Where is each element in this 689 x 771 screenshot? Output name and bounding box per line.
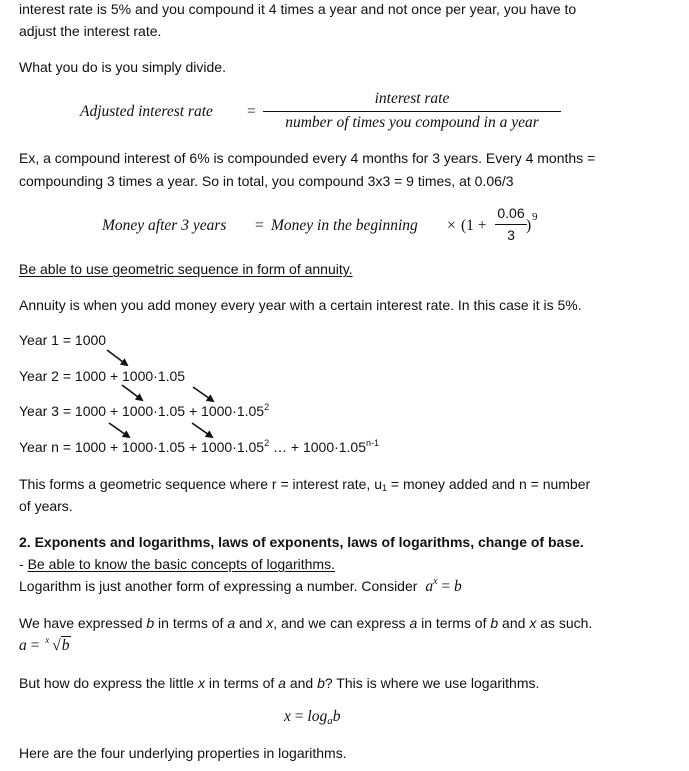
paragraph-howto xyxy=(19,673,539,693)
formula-root-lhs: a xyxy=(19,637,27,654)
year-n-tail: … + 1000·1.05 xyxy=(269,439,367,455)
formula-money-exponent: 9 xyxy=(532,211,538,223)
formula-root-eq: = xyxy=(30,637,40,654)
formula-adjusted-denominator: number of times you compound in a year xyxy=(285,114,539,131)
paragraph-example-line2: compounding 3 times a year. So in total, you compound 3x3 = 9 times, at 0.06/3 xyxy=(19,173,514,189)
expressed-t3: and xyxy=(235,615,267,631)
formula-log-base: a xyxy=(327,715,333,727)
formula-adjusted-eq: = xyxy=(247,103,256,120)
formula-log-log: log xyxy=(307,708,328,725)
year-n-tail-exponent: n-1 xyxy=(366,438,380,448)
paragraph-geometric-line2: of years. xyxy=(19,498,73,514)
expressed-x2: x xyxy=(529,615,537,631)
formula-a-power-x xyxy=(425,578,461,595)
formula-money-rhs: Money in the beginning xyxy=(271,217,418,234)
year-n-exponent: 2 xyxy=(264,438,270,448)
formula-adjusted-numerator: interest rate xyxy=(374,90,450,107)
paragraph-interest-line1: interest rate is 5% and you compound it 4 times a year and not once per year, you have to xyxy=(19,1,577,17)
section-2-title: 2. Exponents and logarithms, laws of exponents, laws of logarithms, change of base. xyxy=(19,534,584,550)
howto-t4: ? This is where we use logarithms. xyxy=(324,675,540,691)
arrow-icon-2 xyxy=(122,385,142,400)
paragraph-log-intro xyxy=(19,576,462,597)
formula-root-radicand: b xyxy=(61,637,70,654)
howto-t3: and xyxy=(285,675,318,691)
paragraph-divide: What you do is you simply divide. xyxy=(19,59,226,75)
expressed-b2: b xyxy=(490,615,499,631)
expressed-t1: We have expressed xyxy=(19,615,147,631)
year-3-text: Year 3 = 1000 + 1000·1.05 + 1000·1.05 xyxy=(19,403,265,419)
paragraph-expressed xyxy=(19,613,592,633)
paragraph-example-line1: Ex, a compound interest of 6% is compounded every 4 months for 3 years. Every 4 months = xyxy=(19,150,596,166)
formula-ax-exp: x xyxy=(433,576,438,587)
howto-t2: in terms of xyxy=(205,675,279,691)
howto-b: b xyxy=(317,675,325,691)
howto-x: x xyxy=(198,675,205,691)
expressed-t2: in terms of xyxy=(154,615,228,631)
expressed-b: b xyxy=(146,615,155,631)
paragraph-interest-line2: adjust the interest rate. xyxy=(19,23,162,39)
expressed-t5: in terms of xyxy=(417,615,491,631)
formula-root xyxy=(19,636,71,656)
year-3-exponent: 2 xyxy=(264,402,270,412)
formula-money-lhs: Money after 3 years xyxy=(102,217,227,234)
year-2-line: Year 2 = 1000 + 1000·1.05 xyxy=(19,368,186,384)
section-2-bullet xyxy=(19,554,335,574)
expressed-t6: and xyxy=(498,615,530,631)
formula-money-open: (1 + xyxy=(461,217,487,234)
formula-money-numerator: 0.06 xyxy=(497,205,525,221)
formula-money-denominator: 3 xyxy=(507,227,515,243)
expressed-t4: , and we can express xyxy=(273,615,410,631)
formula-adjusted-lhs: Adjusted interest rate xyxy=(80,103,213,120)
arrow-icon-5 xyxy=(192,423,212,437)
formula-money-eq: = xyxy=(255,217,264,234)
formula-log xyxy=(284,707,340,727)
formula-money-times: × xyxy=(447,217,456,234)
formula-ax-rhs: b xyxy=(454,578,462,595)
arrow-icon-4 xyxy=(109,423,129,437)
formula-log-lhs: x xyxy=(284,708,291,725)
formula-root-index: x xyxy=(45,635,50,645)
formula-money-close: ) xyxy=(526,217,532,234)
radical-icon: √ xyxy=(52,637,61,654)
expressed-t7: as such. xyxy=(536,615,593,631)
arrow-icon-3 xyxy=(193,387,213,401)
formula-ax-eq: = xyxy=(441,578,451,595)
heading-annuity: Be able to use geometric sequence in form of annuity. xyxy=(19,261,353,277)
section-2-bullet-dash: - xyxy=(19,556,28,572)
arrow-icon-1 xyxy=(107,350,127,365)
howto-a: a xyxy=(278,675,286,691)
section-2-bullet-text: Be able to know the basic concepts of logarithms. xyxy=(27,556,335,572)
formula-root-radical xyxy=(43,636,70,656)
expressed-a2: a xyxy=(409,615,418,631)
paragraph-geometric-text-a: This forms a geometric sequence where r = interest rate, u xyxy=(19,476,382,492)
formula-log-arg: b xyxy=(332,708,341,725)
expressed-x: x xyxy=(266,615,274,631)
paragraph-log-intro-text: Logarithm is just another form of expressing a number. Consider xyxy=(19,578,418,594)
paragraph-annuity: Annuity is when you add money every year with a certain interest rate. In this case it is 5%. xyxy=(19,297,582,313)
expressed-a: a xyxy=(227,615,236,631)
year-1-line: Year 1 = 1000 xyxy=(19,332,107,348)
year-n-text: Year n = 1000 + 1000·1.05 + 1000·1.05 xyxy=(19,439,265,455)
howto-t1: But how do express the little xyxy=(19,675,198,691)
paragraph-geometric-text-b: = money added and n = number xyxy=(387,476,591,492)
paragraph-four-properties: Here are the four underlying properties in logarithms. xyxy=(19,745,347,761)
paragraph-geometric-subscript: 1 xyxy=(382,483,388,493)
formula-ax-base: a xyxy=(425,578,434,595)
formula-log-eq: = xyxy=(294,708,304,725)
paragraph-geometric-line1 xyxy=(19,474,590,494)
